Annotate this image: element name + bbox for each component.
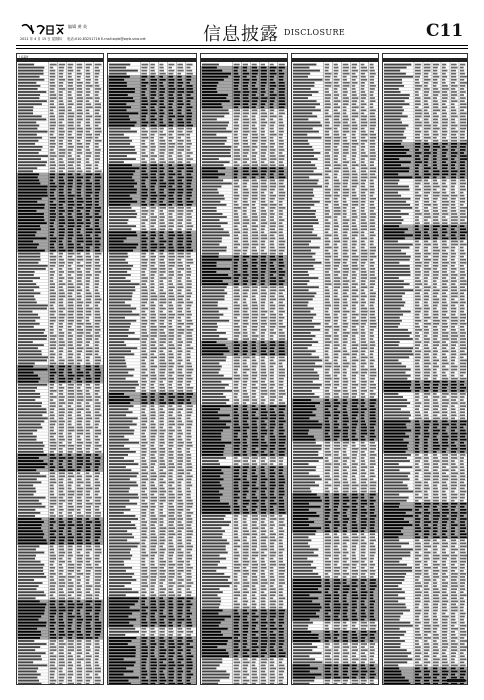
- table-column-1: [16, 53, 104, 685]
- section-subtitle: DISCLOSURE: [284, 28, 346, 37]
- disclosure-tables-area: [16, 53, 468, 685]
- page-footer-mark: [447, 679, 465, 682]
- masthead-rule-thin: [16, 48, 468, 49]
- masthead-rule-thick: [16, 45, 468, 46]
- issue-date: 2021 年 4 月 15 日 星期四: [20, 37, 62, 41]
- table-column-3: [200, 53, 288, 685]
- date-line: [20, 36, 146, 41]
- table-column-2: [107, 53, 197, 685]
- fund-table-1: [17, 54, 104, 685]
- section-title: 信息披露: [203, 24, 279, 45]
- table-column-5: [382, 53, 468, 685]
- fund-table-2: [108, 54, 197, 685]
- masthead: [0, 0, 484, 48]
- column-heading: 上证基金: [18, 55, 29, 59]
- paper-logo: [20, 22, 66, 36]
- page-number: C11: [426, 21, 464, 41]
- fund-table-5: [383, 54, 468, 685]
- fund-table-4: [292, 54, 379, 685]
- contact-info: 电话:010-83251716 E-mail:zqrb@zqrb.sina.net: [67, 37, 146, 41]
- table-column-4: [291, 53, 379, 685]
- editor-line: 编辑 黄 英: [68, 24, 88, 29]
- fund-table-3: [201, 54, 288, 685]
